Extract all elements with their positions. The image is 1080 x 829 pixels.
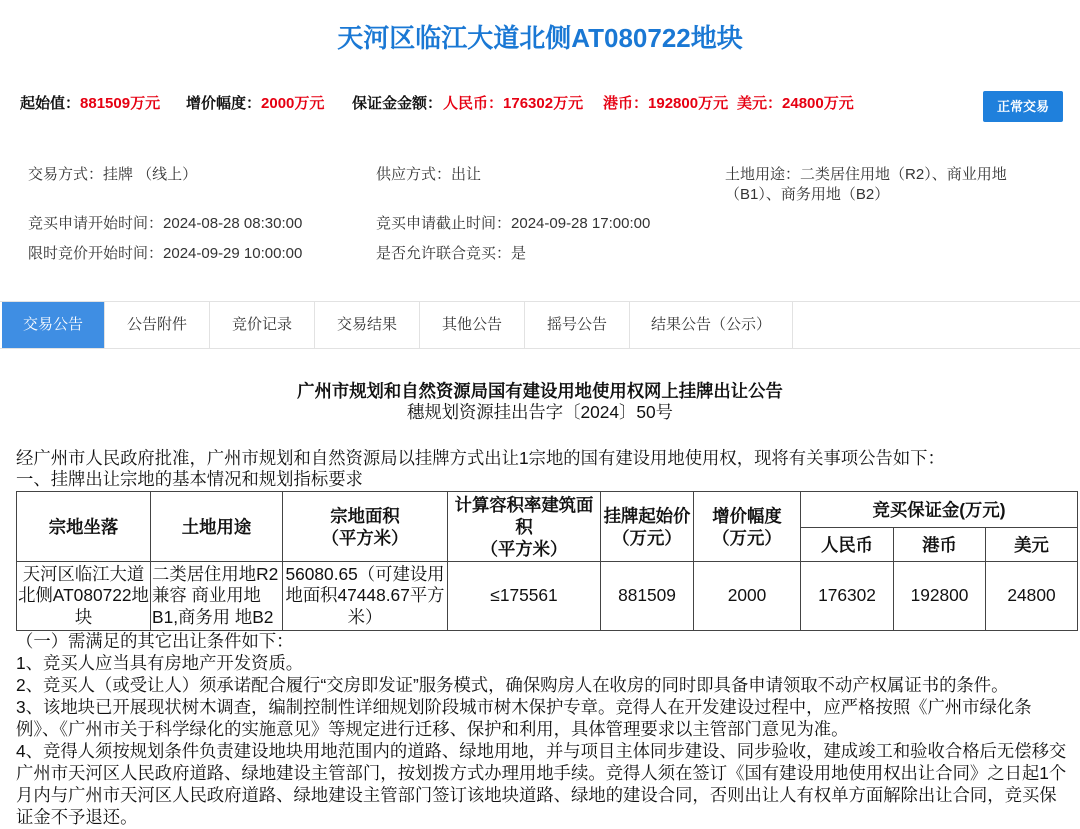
cell-deposit-hkd: 192800 xyxy=(894,562,986,631)
th-start-price xyxy=(601,492,694,562)
price-increment-value: 2000万元 xyxy=(261,95,325,112)
deposit-amount xyxy=(352,94,442,114)
th-area-label: 宗地面积 xyxy=(330,505,400,526)
start-price-value: 881509万元 xyxy=(80,95,161,112)
info-bid-start-value: 2024-09-29 10:00:00 xyxy=(163,245,303,262)
table-header-row xyxy=(17,492,1078,528)
table-row xyxy=(17,562,1078,631)
info-joint-bid-label: 是否允许联合竞买： xyxy=(376,245,512,262)
section-title: 一、挂牌出让宗地的基本情况和规划指标要求 xyxy=(16,469,363,489)
info-supply-method-label: 供应方式： xyxy=(376,166,452,183)
info-apply-start xyxy=(28,214,302,234)
deposit-hkd-label: 港币： xyxy=(603,95,649,112)
th-start-price-unit: （万元） xyxy=(612,527,682,548)
th-area xyxy=(283,492,448,562)
conditions-title: （一）需满足的其它出让条件如下： xyxy=(16,631,294,651)
parcel-info-table xyxy=(16,491,1078,631)
info-land-use-label: 土地用途： xyxy=(725,166,801,183)
th-increment-unit: （万元） xyxy=(712,527,782,548)
info-trade-method-label: 交易方式： xyxy=(28,166,104,183)
condition-item: 1、竞买人应当具有房地产开发资质。 xyxy=(16,653,304,673)
info-apply-end xyxy=(376,214,650,234)
th-far-area-label: 计算容积率建筑面积 xyxy=(454,494,594,537)
info-apply-start-label: 竞买申请开始时间： xyxy=(28,215,164,232)
deposit-rmb-value: 176302万元 xyxy=(503,95,584,112)
deposit-usd-value: 24800万元 xyxy=(782,95,854,112)
cell-start-price: 881509 xyxy=(601,562,694,631)
th-deposit-usd: 美元 xyxy=(986,528,1078,562)
deposit-usd xyxy=(737,94,854,114)
announcement-title: 广州市规划和自然资源局国有建设用地使用权网上挂牌出让公告 xyxy=(297,381,783,401)
price-increment-label: 增价幅度： xyxy=(186,95,262,112)
th-increment xyxy=(694,492,801,562)
deposit-amount-label: 保证金金额： xyxy=(352,95,443,112)
cell-area: 56080.65（可建设用地面积47448.67平方米） xyxy=(283,562,448,631)
condition-item: 2、竞买人（或受让人）须承诺配合履行“交房即发证”服务模式，确保购房人在收房的同时即具备申请领取不动产权属证书的条件。 xyxy=(16,675,1009,695)
tab-lottery-announcement[interactable]: 摇号公告 xyxy=(525,302,630,348)
th-far-area-unit: （平方米） xyxy=(480,538,568,559)
start-price xyxy=(20,94,160,114)
th-deposit-rmb: 人民币 xyxy=(801,528,894,562)
tab-other-announcements[interactable]: 其他公告 xyxy=(420,302,525,348)
info-apply-start-value: 2024-08-28 08:30:00 xyxy=(163,215,303,232)
info-trade-method-value: 挂牌 （线上） xyxy=(103,166,198,183)
info-bid-start-label: 限时竞价开始时间： xyxy=(28,245,164,262)
info-apply-end-value: 2024-09-28 17:00:00 xyxy=(511,215,651,232)
th-area-unit: （平方米） xyxy=(321,527,409,548)
tab-bid-records[interactable]: 竞价记录 xyxy=(210,302,315,348)
info-trade-method xyxy=(28,165,197,185)
th-increment-label: 增价幅度 xyxy=(712,505,782,526)
status-button[interactable]: 正常交易 xyxy=(983,91,1063,122)
tab-announcement-attachments[interactable]: 公告附件 xyxy=(105,302,210,348)
info-land-use xyxy=(725,165,1035,205)
th-land-use: 土地用途 xyxy=(151,492,283,562)
info-joint-bid xyxy=(376,244,526,264)
cell-location: 天河区临江大道北侧AT080722地块 xyxy=(17,562,151,631)
deposit-hkd-value: 192800万元 xyxy=(648,95,729,112)
cell-land-use: 二类居住用地R2兼容 商业用地B1,商务用 地B2 xyxy=(151,562,283,631)
info-bid-start xyxy=(28,244,302,264)
th-far-area xyxy=(448,492,601,562)
info-supply-method-value: 出让 xyxy=(451,166,482,183)
info-supply-method xyxy=(376,165,481,185)
deposit-usd-label: 美元： xyxy=(737,95,783,112)
cell-far-area: ≤175561 xyxy=(448,562,601,631)
announcement-intro: 经广州市人民政府批准，广州市规划和自然资源局以挂牌方式出让1宗地的国有建设用地使用权，现将有关事项公告如下： xyxy=(16,448,945,468)
tab-bar xyxy=(0,301,1080,349)
deposit-hkd xyxy=(603,94,728,114)
th-start-price-label: 挂牌起始价 xyxy=(603,505,691,526)
deposit-rmb xyxy=(443,94,583,114)
parcel-title: 天河区临江大道北侧AT080722地块 xyxy=(337,23,743,53)
announcement-doc-number: 穗规划资源挂出告字〔2024〕50号 xyxy=(407,402,673,422)
th-deposit-hkd: 港币 xyxy=(894,528,986,562)
info-apply-end-label: 竞买申请截止时间： xyxy=(376,215,512,232)
condition-item: 3、该地块已开展现状树木调查，编制控制性详细规划阶段城市树木保护专章。竞得人在开发建设过程中，应严格按照《广州市绿化条例》、《广州市关于科学绿化的实施意见》等规定进行迁移、保护和利用，具体管理要求以主管部门意见为准。 xyxy=(16,697,1032,739)
tab-result-publicity[interactable]: 结果公告（公示） xyxy=(630,302,793,348)
conditions-section xyxy=(16,630,1071,828)
condition-item: 4、竞得人须按规划条件负责建设地块用地范围内的道路、绿地用地，并与项目主体同步建设、同步验收，建成竣工和验收合格后无偿移交广州市天河区人民政府道路、绿地建设主管部门，按划拨方式办理用地手续。竞得人须在签订《国有建设用地使用权出让合同》之日起1个月内与广州市天河区人民政府道路、绿地建设主管部门签订该地块道路、绿地的建设合同，否则出让人有权单方面解除出让合同，竞买保证金不予退还。 xyxy=(16,741,1067,827)
tab-trade-results[interactable]: 交易结果 xyxy=(315,302,420,348)
info-joint-bid-value: 是 xyxy=(511,245,527,262)
price-increment xyxy=(186,94,324,114)
tab-trade-announcement[interactable]: 交易公告 xyxy=(2,302,105,348)
cell-increment: 2000 xyxy=(694,562,801,631)
cell-deposit-usd: 24800 xyxy=(986,562,1078,631)
th-location: 宗地坐落 xyxy=(17,492,151,562)
cell-deposit-rmb: 176302 xyxy=(801,562,894,631)
info-land-use-value: 二类居住用地（R2）、商业用地（B1）、商务用地（B2） xyxy=(725,166,1007,203)
start-price-label: 起始值： xyxy=(20,95,81,112)
deposit-rmb-label: 人民币： xyxy=(443,95,504,112)
th-deposit: 竞买保证金(万元) xyxy=(801,492,1078,528)
